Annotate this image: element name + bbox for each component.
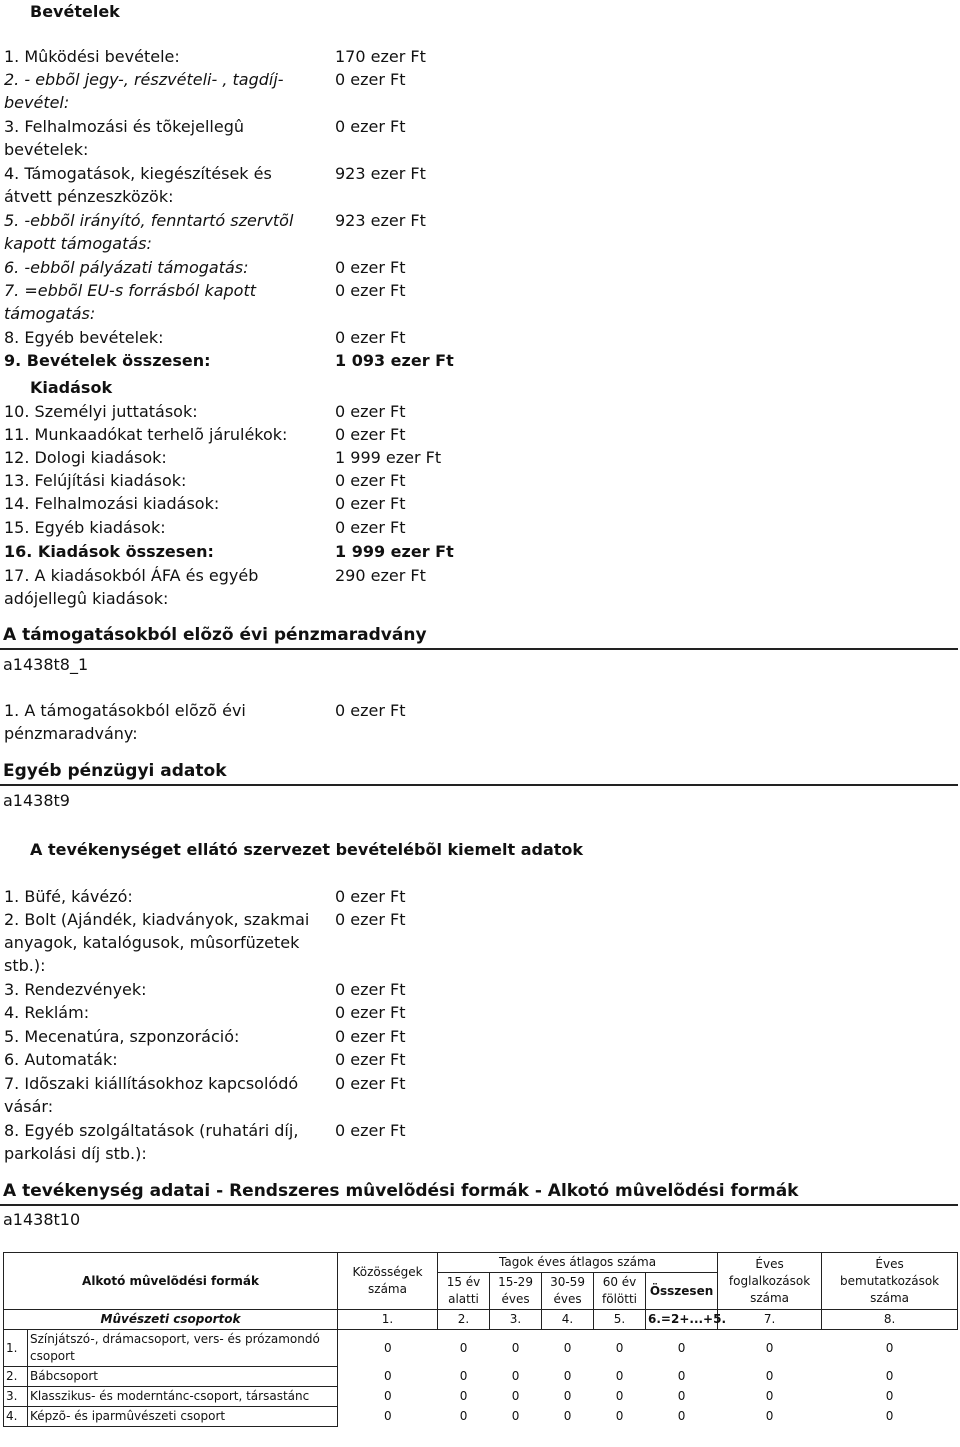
- expense-label-14: 14. Felhalmozási kiadások:: [4, 494, 220, 513]
- expense-value-13: 0 ezer Ft: [335, 471, 406, 490]
- finance-label-2: 2. Bolt (Ajándék, kiadványok, szakmai anyagok, katalógusok, mûsorfüzetek stb.):: [4, 910, 310, 975]
- income-value-6: 0 ezer Ft: [335, 258, 406, 277]
- row-value: 0: [765, 1369, 774, 1383]
- row-value: 0: [383, 1369, 392, 1383]
- finance-label-8: 8. Egyéb szolgáltatások (ruhatári díj, parkolási díj stb.):: [4, 1121, 299, 1163]
- table-row: [4, 1387, 958, 1407]
- activity-code: a1438t10: [3, 1210, 81, 1229]
- carryover-label: 1. A támogatásokból elõzõ évi pénzmaradvány:: [4, 701, 246, 743]
- row-value: 0: [511, 1369, 520, 1383]
- finance-value-8: 0 ezer Ft: [335, 1121, 406, 1140]
- finance-code: a1438t9: [3, 791, 70, 810]
- finance-rule: [0, 784, 958, 786]
- income-value-3: 0 ezer Ft: [335, 117, 406, 136]
- income-heading: Bevételek: [30, 2, 120, 21]
- finance-value-4: 0 ezer Ft: [335, 1003, 406, 1022]
- finance-value-3: 0 ezer Ft: [335, 980, 406, 999]
- row-name: Bábcsoport: [28, 1367, 338, 1387]
- col-number-5: 5.: [594, 1310, 646, 1330]
- expense-label-10: 10. Személyi juttatások:: [4, 402, 198, 421]
- row-value: 0: [459, 1369, 468, 1383]
- finance-label-5: 5. Mecenatúra, szponzoráció:: [4, 1027, 240, 1046]
- activity-heading: A tevékenység adatai - Rendszeres mûvelõdési formák - Alkotó mûvelõdési formák: [3, 1181, 799, 1201]
- finance-value-6: 0 ezer Ft: [335, 1050, 406, 1069]
- row-number: 2.: [4, 1367, 28, 1387]
- row-value: 0: [563, 1409, 572, 1423]
- table-row: [4, 1407, 958, 1427]
- row-value: 0: [677, 1409, 686, 1423]
- income-label-8: 8. Egyéb bevételek:: [4, 328, 164, 347]
- col-number-2: 2.: [438, 1310, 490, 1330]
- row-value: 0: [615, 1340, 624, 1355]
- expense-value-10: 0 ezer Ft: [335, 402, 406, 421]
- row-value: 0: [765, 1340, 774, 1355]
- expense-label-12: 12. Dologi kiadások:: [4, 448, 167, 467]
- header-age-2: 15-29 éves: [490, 1273, 542, 1310]
- row-value: 0: [885, 1369, 894, 1383]
- row-value: 0: [765, 1389, 774, 1403]
- finance-value-2: 0 ezer Ft: [335, 910, 406, 929]
- carryover-code: a1438t8_1: [3, 655, 89, 674]
- row-value: 0: [563, 1340, 572, 1355]
- finance-label-7: 7. Idõszaki kiállításokhoz kapcsolódó vásár:: [4, 1074, 299, 1116]
- table-row: [4, 1330, 958, 1367]
- col-number-7: 7.: [718, 1310, 822, 1330]
- expense-value-12: 1 999 ezer Ft: [335, 448, 442, 467]
- row-value: 0: [383, 1340, 392, 1355]
- finance-label-1: 1. Büfé, kávézó:: [4, 887, 133, 906]
- income-value-7: 0 ezer Ft: [335, 281, 406, 300]
- row-value: 0: [511, 1389, 520, 1403]
- finance-label-4: 4. Reklám:: [4, 1003, 90, 1022]
- row-value: 0: [677, 1369, 686, 1383]
- income-label-5: 5. -ebbõl irányító, fenntartó szervtõl kapott támogatás:: [4, 211, 294, 253]
- header-age-1: 15 év alatti: [438, 1273, 490, 1310]
- income-value-2: 0 ezer Ft: [335, 70, 406, 89]
- income-total-value: 1 093 ezer Ft: [335, 351, 454, 370]
- income-value-8: 0 ezer Ft: [335, 328, 406, 347]
- expense-label-11: 11. Munkaadókat terhelõ járulékok:: [4, 425, 288, 444]
- header-members: Tagok éves átlagos száma: [438, 1253, 718, 1273]
- row-value: 0: [459, 1340, 468, 1355]
- row-value: 0: [511, 1340, 520, 1355]
- expense-label-17: 17. A kiadásokból ÁFA és egyéb adójellegû kiadások:: [4, 566, 259, 608]
- row-value: 0: [677, 1389, 686, 1403]
- header-forms: Alkotó mûvelõdési formák: [4, 1253, 338, 1310]
- expense-value-17: 290 ezer Ft: [335, 566, 426, 585]
- row-value: 0: [885, 1340, 894, 1355]
- finance-label-6: 6. Automaták:: [4, 1050, 118, 1069]
- finance-heading: Egyéb pénzügyi adatok: [3, 761, 227, 781]
- finance-value-1: 0 ezer Ft: [335, 887, 406, 906]
- header-total: Összesen: [646, 1273, 718, 1310]
- row-value: 0: [459, 1389, 468, 1403]
- row-value: 0: [615, 1409, 624, 1423]
- activity-rule: [0, 1204, 958, 1206]
- income-value-5: 923 ezer Ft: [335, 211, 426, 230]
- expense-value-15: 0 ezer Ft: [335, 518, 406, 537]
- header-sessions: Éves foglalkozások száma: [718, 1253, 822, 1310]
- income-label-6: 6. -ebbõl pályázati támogatás:: [4, 258, 249, 277]
- income-label-4: 4. Támogatások, kiegészítések és átvett pénzeszközök:: [4, 164, 272, 206]
- expense-value-14: 0 ezer Ft: [335, 494, 406, 513]
- row-name: Klasszikus- és moderntánc-csoport, társastánc: [28, 1387, 338, 1407]
- row-number: 4.: [4, 1407, 28, 1427]
- col-number-3: 3.: [490, 1310, 542, 1330]
- row-name: Színjátszó-, drámacsoport, vers- és prózamondó csoport: [28, 1330, 338, 1367]
- income-total-label: 9. Bevételek összesen:: [4, 351, 211, 370]
- income-value-4: 923 ezer Ft: [335, 164, 426, 183]
- income-label-1: 1. Mûködési bevétele:: [4, 47, 180, 66]
- section-label: Mûvészeti csoportok: [4, 1310, 338, 1330]
- row-value: 0: [615, 1389, 624, 1403]
- row-value: 0: [563, 1389, 572, 1403]
- row-number: 3.: [4, 1387, 28, 1407]
- row-number: 1.: [4, 1330, 28, 1367]
- row-value: 0: [511, 1409, 520, 1423]
- carryover-value: 0 ezer Ft: [335, 701, 406, 720]
- finance-value-5: 0 ezer Ft: [335, 1027, 406, 1046]
- col-number-4: 4.: [542, 1310, 594, 1330]
- row-value: 0: [885, 1389, 894, 1403]
- row-value: 0: [563, 1369, 572, 1383]
- header-age-4: 60 év fölötti: [594, 1273, 646, 1310]
- income-label-2: 2. - ebbõl jegy-, részvételi- , tagdíj-bevétel:: [4, 70, 284, 112]
- carryover-rule: [0, 648, 958, 650]
- row-value: 0: [383, 1389, 392, 1403]
- table-row: [4, 1367, 958, 1387]
- expense-label-15: 15. Egyéb kiadások:: [4, 518, 166, 537]
- income-label-7: 7. =ebbõl EU-s forrásból kapott támogatás:: [4, 281, 257, 323]
- row-value: 0: [615, 1369, 624, 1383]
- col-number-6: 6.=2+...+5.: [646, 1310, 718, 1330]
- header-shows: Éves bemutatkozások száma: [822, 1253, 958, 1310]
- col-number-1: 1.: [338, 1310, 438, 1330]
- expense-heading: Kiadások: [30, 378, 113, 397]
- row-value: 0: [885, 1409, 894, 1423]
- income-value-1: 170 ezer Ft: [335, 47, 426, 66]
- finance-label-3: 3. Rendezvények:: [4, 980, 147, 999]
- carryover-heading: A támogatásokból elõzõ évi pénzmaradvány: [3, 625, 427, 645]
- expense-value-11: 0 ezer Ft: [335, 425, 406, 444]
- header-age-3: 30-59 éves: [542, 1273, 594, 1310]
- income-label-3: 3. Felhalmozási és tõkejellegû bevételek:: [4, 117, 244, 159]
- row-value: 0: [765, 1409, 774, 1423]
- finance-subheading: A tevékenységet ellátó szervezet bevételébõl kiemelt adatok: [30, 840, 584, 859]
- expense-total-label: 16. Kiadások összesen:: [4, 542, 214, 561]
- row-value: 0: [383, 1409, 392, 1423]
- finance-value-7: 0 ezer Ft: [335, 1074, 406, 1093]
- row-value: 0: [677, 1340, 686, 1355]
- header-communities: Közösségek száma: [338, 1253, 438, 1310]
- row-name: Képzõ- és iparmûvészeti csoport: [28, 1407, 338, 1427]
- expense-label-13: 13. Felújítási kiadások:: [4, 471, 187, 490]
- expense-total-value: 1 999 ezer Ft: [335, 542, 454, 561]
- activity-table: [3, 1252, 958, 1427]
- col-number-8: 8.: [822, 1310, 958, 1330]
- row-value: 0: [459, 1409, 468, 1423]
